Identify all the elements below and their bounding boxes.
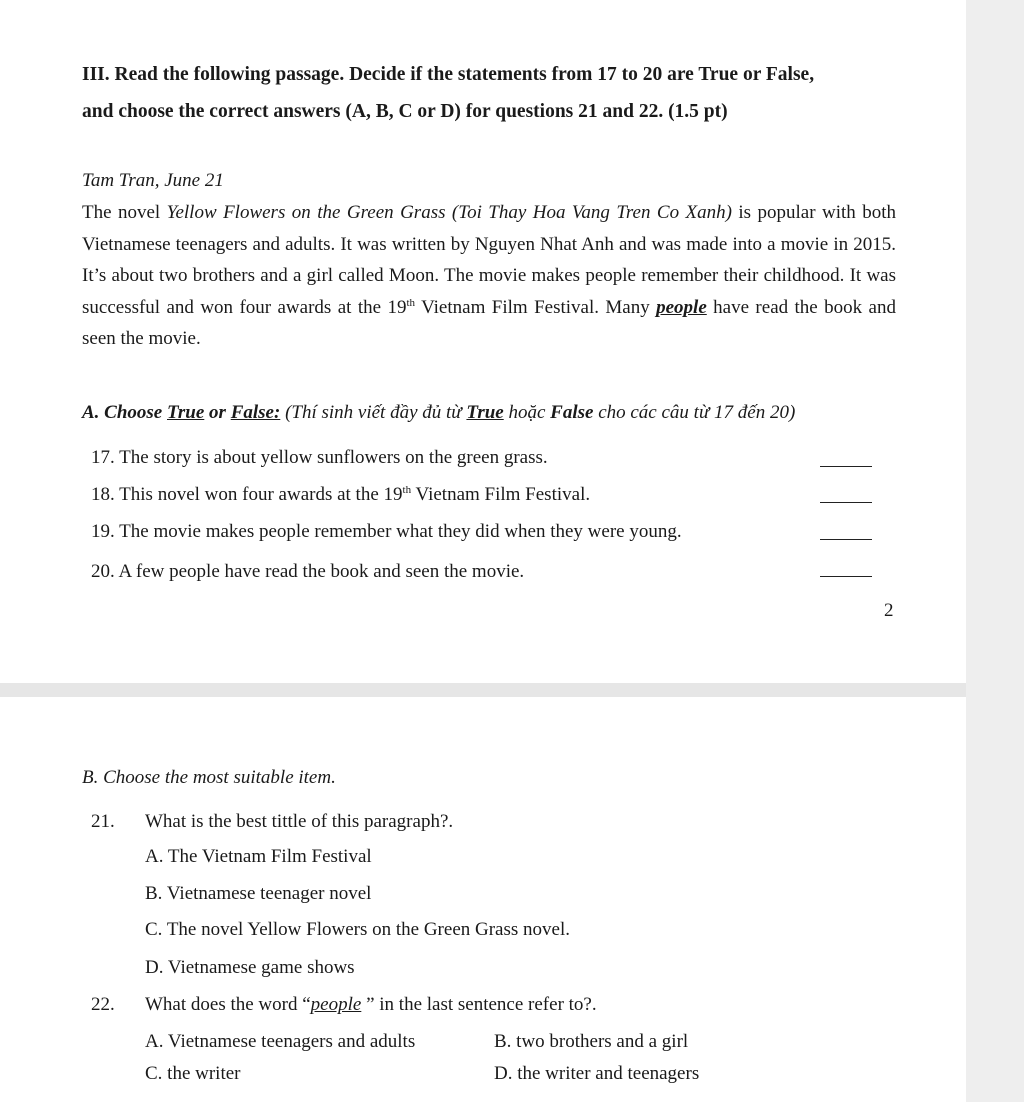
statement-number: 20. bbox=[91, 561, 115, 582]
instruction-false: False bbox=[550, 402, 594, 423]
true-word: True bbox=[167, 402, 205, 423]
q22-option-c[interactable]: C. the writer bbox=[145, 1063, 241, 1084]
q22-option-d[interactable]: D. the writer and teenagers bbox=[494, 1063, 700, 1084]
answer-blank-19[interactable] bbox=[820, 539, 872, 540]
byline: Tam Tran, June 21 bbox=[82, 170, 224, 191]
statement-number: 18. bbox=[91, 484, 115, 505]
q21-option-a[interactable]: A. The Vietnam Film Festival bbox=[145, 846, 372, 867]
question-21-text: What is the best tittle of this paragraph?. bbox=[145, 811, 454, 832]
section-a-prefix: A. Choose bbox=[82, 402, 167, 423]
statement-number: 17. bbox=[91, 447, 115, 468]
statement-18 bbox=[91, 484, 590, 506]
answer-blank-17[interactable] bbox=[820, 466, 872, 467]
instruction-vn-3: cho các câu từ 17 đến 20) bbox=[593, 402, 796, 423]
statement-text: A few people have read the book and seen the movie. bbox=[118, 561, 525, 582]
question-22-text-a: What does the word “ bbox=[145, 994, 311, 1015]
q22-option-a[interactable]: A. Vietnamese teenagers and adults bbox=[145, 1031, 416, 1052]
passage bbox=[82, 197, 896, 355]
section-heading-line1: III. Read the following passage. Decide if the statements from 17 to 20 are True or False, bbox=[82, 64, 815, 85]
passage-text-4: have read the book and seen the movie. bbox=[82, 296, 896, 349]
answer-blank-18[interactable] bbox=[820, 502, 872, 503]
q22-option-b[interactable]: B. two brothers and a girl bbox=[494, 1031, 689, 1052]
statement-text: The movie makes people remember what they did when they were young. bbox=[119, 521, 682, 542]
section-a-instruction bbox=[82, 402, 795, 424]
passage-text-3: Vietnam Film Festival. Many bbox=[415, 296, 657, 318]
statement-text-end: Vietnam Film Festival. bbox=[411, 484, 591, 505]
instruction-true: True bbox=[466, 402, 504, 423]
question-21-number: 21. bbox=[91, 811, 115, 832]
novel-title: Yellow Flowers on the Green Grass (Toi Thay Hoa Vang Tren Co Xanh) bbox=[166, 202, 732, 223]
question-22-text bbox=[145, 994, 597, 1016]
statement-superscript: th bbox=[402, 484, 412, 496]
answer-blank-20[interactable] bbox=[820, 576, 872, 577]
question-22-text-b: ” in the last sentence refer to?. bbox=[361, 994, 597, 1015]
statement-19 bbox=[91, 521, 682, 543]
question-22-word: people bbox=[310, 994, 362, 1015]
q21-option-b[interactable]: B. Vietnamese teenager novel bbox=[145, 883, 372, 904]
instruction-vn-1: (Thí sinh viết đầy đủ từ bbox=[280, 402, 467, 423]
passage-text-1: The novel bbox=[82, 202, 167, 223]
false-word: False: bbox=[230, 402, 281, 423]
passage-text-2: is popular with both Vietnamese teenagers and adults. It was written by Nguyen Nhat Anh and was made into a movie in 2015. It’s about two brothers and a girl called Moon. The movie makes people remember their childhood. It was successful and won four awards at the 19 bbox=[82, 202, 896, 318]
question-22-number: 22. bbox=[91, 994, 115, 1015]
statement-text: The story is about yellow sunflowers on the green grass. bbox=[119, 447, 548, 468]
section-b-title: B. Choose the most suitable item. bbox=[82, 767, 336, 788]
q21-option-c[interactable]: C. The novel Yellow Flowers on the Green Grass novel. bbox=[145, 919, 570, 940]
statement-17 bbox=[91, 447, 548, 469]
passage-superscript: th bbox=[406, 296, 416, 309]
section-heading-line2: and choose the correct answers (A, B, C or D) for questions 21 and 22. (1.5 pt) bbox=[82, 101, 728, 122]
page-number: 2 bbox=[884, 600, 894, 621]
statement-number: 19. bbox=[91, 521, 115, 542]
statement-text: This novel won four awards at the 19 bbox=[119, 484, 403, 505]
underlined-word-people: people bbox=[656, 296, 707, 318]
statement-20 bbox=[91, 561, 524, 583]
instruction-vn-2: hoặc bbox=[503, 402, 551, 423]
q21-option-d[interactable]: D. Vietnamese game shows bbox=[145, 957, 355, 978]
viewer-gutter bbox=[966, 0, 1024, 1102]
or-word: or bbox=[204, 402, 231, 423]
